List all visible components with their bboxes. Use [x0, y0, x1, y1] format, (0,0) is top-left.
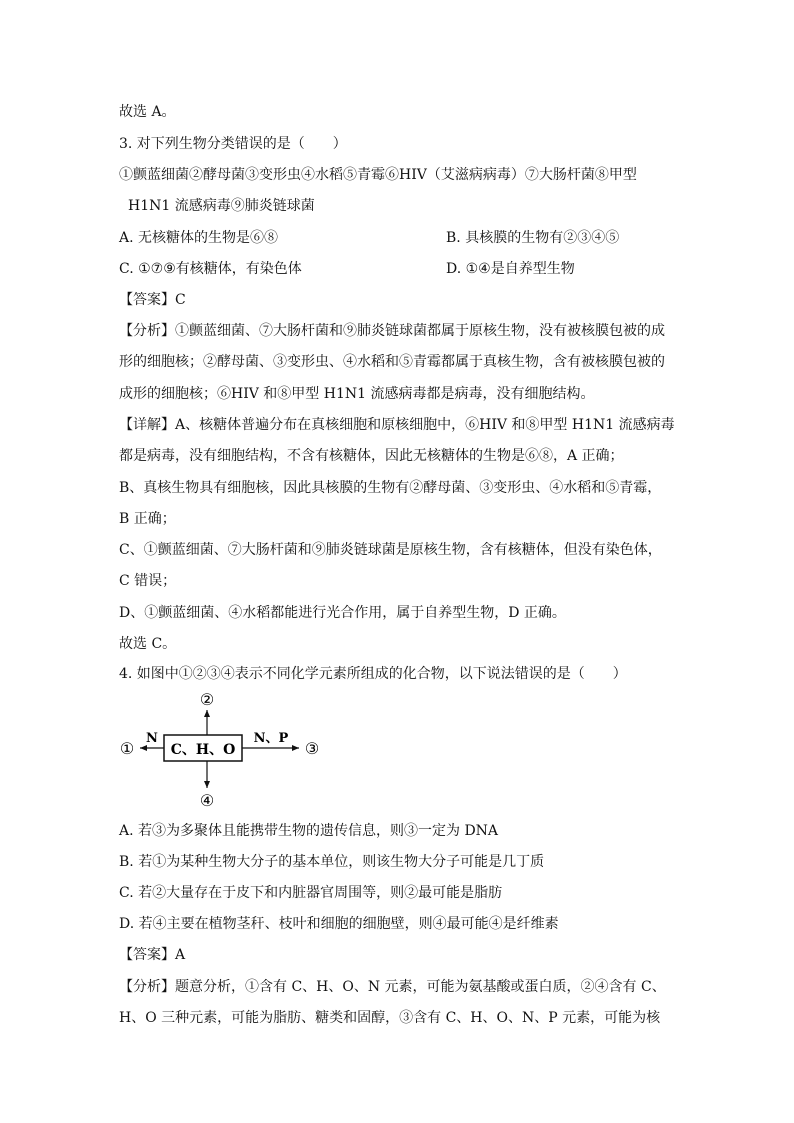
question-4-stem: 4. 如图中①②③④表示不同化学元素所组成的化合物，以下说法错误的是（ ） [119, 666, 627, 682]
line-1: 故选 A。 [119, 104, 176, 120]
detail-3-line4: B 正确； [119, 511, 176, 527]
analysis-4-line1: 【分析】题意分析，①含有 C、H、O、N 元素，可能为氨基酸或蛋白质，②④含有 C、 [119, 979, 666, 995]
node-bottom: ④ [199, 791, 215, 810]
detail-3-line1: 【详解】A、核糖体普遍分布在真核细胞和原核细胞中，⑥HIV 和⑧甲型 H1N1 流感病毒 [119, 417, 675, 433]
answer-4: 【答案】A [119, 947, 186, 963]
option-4b: B. 若①为某种生物大分子的基本单位，则该生物大分子可能是几丁质 [119, 854, 545, 870]
option-d: D. ①④是自养型生物 [446, 261, 575, 277]
element-diagram [117, 688, 337, 810]
analysis-4-line2: H、O 三种元素，可能为脂肪、糖类和固醇，③含有 C、H、O、N、P 元素，可能为核 [119, 1010, 661, 1026]
detail-3-line2: 都是病毒，没有细胞结构，不含有核糖体，因此无核糖体的生物是⑥⑧，A 正确； [119, 448, 624, 464]
analysis-3-line3: 成形的细胞核；⑥HIV 和⑧甲型 H1N1 流感病毒都是病毒，没有细胞结构。 [119, 386, 595, 402]
question-3-list-cont: H1N1 流感病毒⑨肺炎链球菌 [128, 198, 315, 214]
option-4c: C. 若②大量存在于皮下和内脏器官周围等，则②最可能是脂肪 [119, 885, 503, 901]
detail-3-line3: B、真核生物具有细胞核，因此具核膜的生物有②酵母菌、③变形虫、④水稻和⑤青霉， [119, 480, 662, 496]
conclusion-3: 故选 C。 [119, 636, 177, 652]
right-arrow-label: N、P [253, 731, 289, 746]
option-b: B. 具核膜的生物有②③④⑤ [446, 230, 620, 246]
answer-3: 【答案】C [119, 292, 186, 308]
option-4a: A. 若③为多聚体且能携带生物的遗传信息，则③一定为 DNA [119, 823, 499, 839]
analysis-3-line2: 形的细胞核；②酵母菌、③变形虫、④水稻和⑤青霉都属于真核生物，含有被核膜包被的 [119, 354, 665, 370]
detail-3-line7: D、①颤蓝细菌、④水稻都能进行光合作用，属于自养型生物，D 正确。 [119, 605, 566, 621]
node-left: ① [119, 739, 135, 758]
option-c: C. ①⑦⑨有核糖体，有染色体 [119, 261, 302, 277]
center-label: C、H、O [170, 742, 236, 758]
left-arrow-label: N [146, 731, 158, 746]
node-right: ③ [304, 739, 320, 758]
analysis-3-line1: 【分析】①颤蓝细菌、⑦大肠杆菌和⑨肺炎链球菌都属于原核生物，没有被核膜包被的成 [119, 323, 665, 339]
detail-3-line5: C、①颤蓝细菌、⑦大肠杆菌和⑨肺炎链球菌是原核生物，含有核糖体，但没有染色体， [119, 542, 662, 558]
option-4d: D. 若④主要在植物茎秆、枝叶和细胞的细胞壁，则④最可能④是纤维素 [119, 916, 559, 932]
question-3-list: ①颤蓝细菌②酵母菌③变形虫④水稻⑤青霉⑥HIV（艾滋病病毒）⑦大肠杆菌⑧甲型 [119, 167, 637, 183]
detail-3-line6: C 错误； [119, 573, 177, 589]
question-3-stem: 3. 对下列生物分类错误的是（ ） [119, 136, 347, 152]
node-top: ② [199, 690, 215, 709]
option-a: A. 无核糖体的生物是⑥⑧ [119, 230, 279, 246]
